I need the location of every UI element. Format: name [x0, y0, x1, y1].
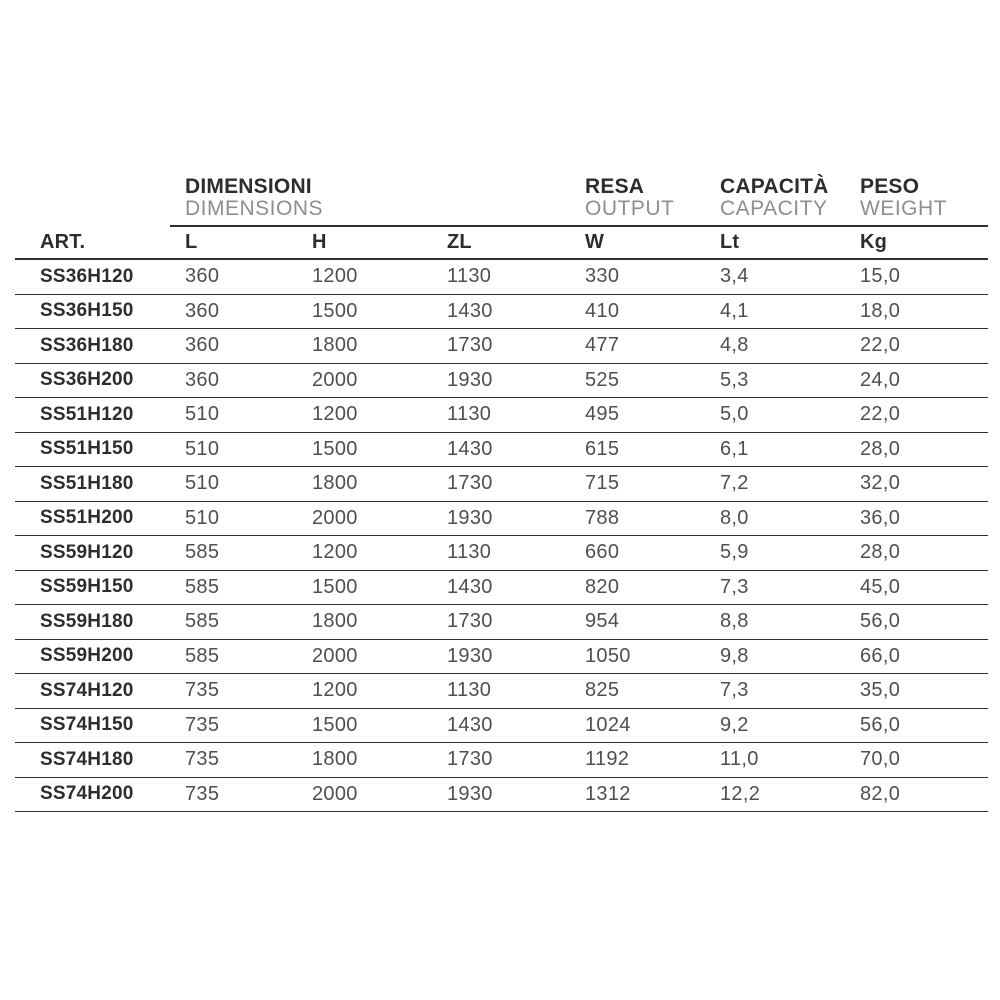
table-row	[15, 674, 988, 709]
cell-kg: 32,0	[860, 472, 901, 495]
group-output	[585, 176, 720, 220]
cell-l: 585	[185, 575, 220, 598]
cell-h: 2000	[312, 782, 358, 805]
cell-zl: 1130	[447, 541, 492, 564]
cell-l: 735	[185, 748, 220, 771]
cell-lt: 4,1	[720, 299, 749, 322]
table-row	[15, 571, 988, 606]
column-group-header	[15, 176, 988, 225]
cell-art: SS59H120	[40, 541, 134, 563]
cell-art: SS51H180	[40, 472, 134, 494]
group-dimensions-primary: DIMENSIONI	[185, 175, 312, 198]
cell-w: 615	[585, 437, 620, 460]
table-row	[15, 260, 988, 295]
cell-l: 510	[185, 403, 220, 426]
table-row	[15, 778, 988, 813]
cell-kg: 22,0	[860, 403, 901, 426]
cell-art: SS51H150	[40, 438, 134, 460]
table-body	[15, 260, 988, 812]
cell-lt: 4,8	[720, 334, 749, 357]
cell-l: 735	[185, 782, 220, 805]
cell-w: 1312	[585, 782, 631, 805]
cell-w: 820	[585, 575, 620, 598]
group-dimensions-secondary: DIMENSIONS	[185, 197, 324, 220]
cell-kg: 45,0	[860, 575, 901, 598]
cell-w: 825	[585, 679, 620, 702]
cell-zl: 1730	[447, 610, 493, 633]
cell-zl: 1430	[447, 713, 493, 736]
cell-art: SS51H120	[40, 403, 134, 425]
cell-h: 2000	[312, 368, 358, 391]
cell-h: 2000	[312, 644, 358, 667]
table-row	[15, 640, 988, 675]
column-header-w: W	[585, 231, 605, 253]
table-row	[15, 295, 988, 330]
cell-kg: 70,0	[860, 748, 901, 771]
cell-kg: 15,0	[860, 265, 901, 288]
cell-h: 1200	[312, 403, 358, 426]
cell-art: SS51H200	[40, 507, 134, 529]
column-header-kg: Kg	[860, 231, 888, 253]
cell-lt: 7,3	[720, 679, 749, 702]
cell-w: 788	[585, 506, 620, 529]
cell-l: 360	[185, 334, 220, 357]
cell-h: 1500	[312, 575, 358, 598]
cell-w: 660	[585, 541, 620, 564]
cell-zl: 1930	[447, 644, 493, 667]
cell-h: 1200	[312, 541, 358, 564]
cell-w: 1192	[585, 748, 630, 771]
group-output-primary: RESA	[585, 175, 645, 198]
cell-kg: 24,0	[860, 368, 901, 391]
cell-zl: 1930	[447, 506, 493, 529]
group-weight	[860, 176, 988, 220]
cell-h: 1200	[312, 265, 358, 288]
cell-art: SS74H120	[40, 679, 134, 701]
cell-lt: 5,0	[720, 403, 749, 426]
table-row	[15, 398, 988, 433]
cell-w: 954	[585, 610, 620, 633]
cell-w: 1050	[585, 644, 631, 667]
cell-art: SS74H200	[40, 783, 134, 805]
cell-l: 735	[185, 713, 220, 736]
cell-l: 360	[185, 368, 220, 391]
cell-zl: 1130	[447, 265, 492, 288]
cell-zl: 1130	[447, 403, 492, 426]
cell-l: 510	[185, 472, 220, 495]
column-header-zl: ZL	[447, 231, 472, 253]
cell-kg: 18,0	[860, 299, 901, 322]
cell-lt: 8,8	[720, 610, 749, 633]
table-row	[15, 743, 988, 778]
cell-w: 330	[585, 265, 620, 288]
table-row	[15, 467, 988, 502]
cell-w: 1024	[585, 713, 631, 736]
cell-w: 410	[585, 299, 620, 322]
column-header-l: L	[185, 231, 198, 253]
column-header-h: H	[312, 231, 327, 253]
cell-lt: 11,0	[720, 748, 759, 771]
group-capacity-secondary: CAPACITY	[720, 197, 828, 220]
cell-art: SS59H150	[40, 576, 134, 598]
cell-kg: 56,0	[860, 610, 901, 633]
cell-art: SS36H150	[40, 300, 134, 322]
cell-l: 510	[185, 506, 220, 529]
cell-h: 1500	[312, 713, 358, 736]
group-capacity	[720, 176, 860, 220]
cell-zl: 1730	[447, 334, 493, 357]
table-row	[15, 536, 988, 571]
cell-lt: 7,3	[720, 575, 749, 598]
cell-h: 1500	[312, 299, 358, 322]
cell-kg: 56,0	[860, 713, 901, 736]
cell-lt: 12,2	[720, 782, 761, 805]
cell-lt: 6,1	[720, 437, 749, 460]
cell-art: SS36H120	[40, 265, 134, 287]
table-row	[15, 709, 988, 744]
cell-w: 495	[585, 403, 620, 426]
column-header-lt: Lt	[720, 231, 740, 253]
cell-kg: 35,0	[860, 679, 901, 702]
cell-w: 477	[585, 334, 620, 357]
cell-art: SS36H180	[40, 334, 134, 356]
column-header-art: ART.	[40, 231, 86, 253]
cell-w: 715	[585, 472, 620, 495]
cell-zl: 1430	[447, 299, 493, 322]
group-weight-secondary: WEIGHT	[860, 197, 947, 220]
cell-l: 585	[185, 644, 220, 667]
cell-zl: 1730	[447, 748, 493, 771]
cell-zl: 1430	[447, 575, 493, 598]
cell-art: SS59H180	[40, 610, 134, 632]
cell-kg: 22,0	[860, 334, 901, 357]
cell-zl: 1430	[447, 437, 493, 460]
cell-lt: 3,4	[720, 265, 749, 288]
spec-table	[15, 176, 988, 812]
cell-zl: 1130	[447, 679, 492, 702]
cell-zl: 1930	[447, 782, 493, 805]
cell-lt: 9,8	[720, 644, 749, 667]
table-row	[15, 502, 988, 537]
cell-h: 1800	[312, 748, 358, 771]
table-row	[15, 329, 988, 364]
cell-lt: 9,2	[720, 713, 749, 736]
cell-kg: 82,0	[860, 782, 901, 805]
cell-h: 1800	[312, 610, 358, 633]
cell-h: 1500	[312, 437, 358, 460]
group-capacity-primary: CAPACITÀ	[720, 175, 829, 198]
cell-lt: 8,0	[720, 506, 749, 529]
cell-l: 360	[185, 299, 220, 322]
table-row	[15, 433, 988, 468]
group-output-secondary: OUTPUT	[585, 197, 675, 220]
cell-lt: 7,2	[720, 472, 749, 495]
group-dimensions	[185, 176, 585, 220]
cell-lt: 5,9	[720, 541, 749, 564]
cell-art: SS59H200	[40, 645, 134, 667]
cell-kg: 28,0	[860, 541, 901, 564]
cell-h: 1800	[312, 334, 358, 357]
cell-kg: 28,0	[860, 437, 901, 460]
group-weight-primary: PESO	[860, 175, 920, 198]
cell-art: SS74H150	[40, 714, 134, 736]
cell-l: 585	[185, 610, 220, 633]
table-row	[15, 605, 988, 640]
cell-art: SS36H200	[40, 369, 134, 391]
cell-l: 510	[185, 437, 220, 460]
cell-w: 525	[585, 368, 620, 391]
table-row	[15, 364, 988, 399]
cell-h: 2000	[312, 506, 358, 529]
cell-art: SS74H180	[40, 748, 134, 770]
cell-zl: 1930	[447, 368, 493, 391]
cell-l: 585	[185, 541, 220, 564]
cell-h: 1800	[312, 472, 358, 495]
cell-kg: 36,0	[860, 506, 901, 529]
column-header-row	[15, 227, 988, 260]
cell-kg: 66,0	[860, 644, 901, 667]
cell-l: 735	[185, 679, 220, 702]
cell-l: 360	[185, 265, 220, 288]
cell-zl: 1730	[447, 472, 493, 495]
cell-lt: 5,3	[720, 368, 749, 391]
cell-h: 1200	[312, 679, 358, 702]
